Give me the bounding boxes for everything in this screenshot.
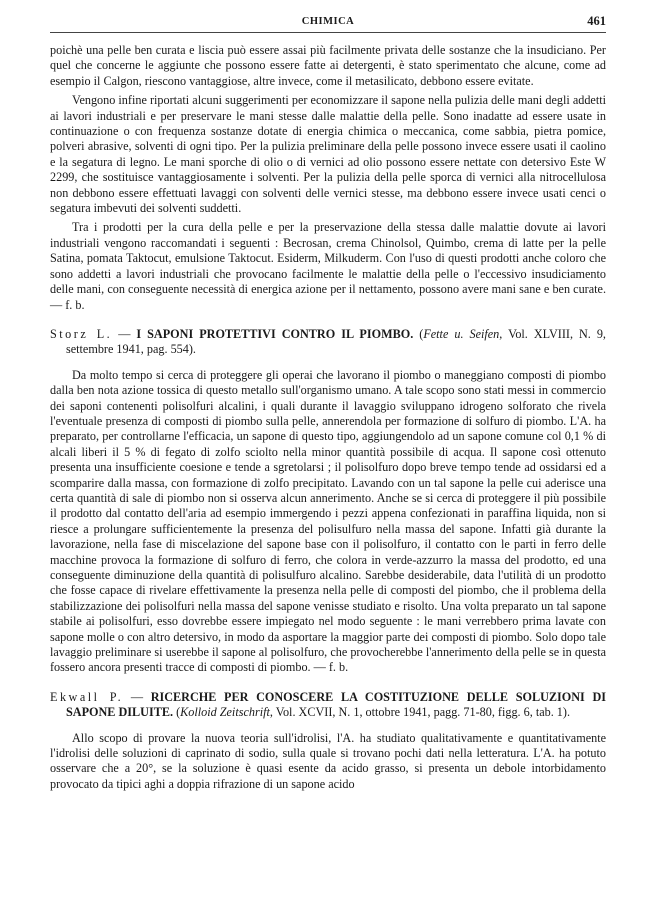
- intro-paragraph-1: poichè una pelle ben curata e liscia può essere assai più facilmente privata delle sostanze che la insudiciano. Per quel che concerne le aggiunte che possono essere fatte ai detergenti, è stato sperimentato che alcune, come ad esempio il Calgon, riescono vantaggiose, altre invece, come il metasilicato, debbono essere evitate.: [50, 43, 606, 88]
- entry-title: RICERCHE PER CONOSCERE LA COSTITUZIONE DELLE SOLUZIONI DI SAPONE DILUITE.: [66, 689, 606, 720]
- intro-paragraph-3: Tra i prodotti per la cura della pelle e per la preservazione della stessa dalle malattie dovute ai lavori industriali vengono raccomandati i seguenti : Becrosan, crema Chinolsol, Quimbo, crema di latte per la pelle Satina, pomata Taktocut, emulsione Taktocut. Esiderm, Milkuderm. Con l'uso di questi prodotti anche coloro che sono addetti a lavori industriali che provocano facilmente le malattie della pelle o l'eccessivo insudiciamento delle mani, con conseguente necessità di energica azione per il nettamento, possono avere mani sane e ben curate. — f. b.: [50, 220, 606, 312]
- page-number: 461: [587, 14, 606, 28]
- entry-dash: —: [112, 326, 137, 341]
- entry-title: I SAPONI PROTETTIVI CONTRO IL PIOMBO.: [136, 326, 414, 341]
- entry-citation: , Vol. XCVII, N. 1, ottobre 1941, pagg. 71-80, figg. 6, tab. 1).: [269, 705, 571, 720]
- entry-source: Kolloid Zeitschrift: [180, 705, 270, 720]
- entry-heading: Storz L. — I SAPONI PROTETTIVI CONTRO IL PIOMBO. (Fette u. Seifen, Vol. XLVIII, N. 9, settembre 1941, pag. 554).: [50, 326, 606, 357]
- entry-source: Fette u. Seifen: [423, 326, 500, 341]
- entry-citation: , Vol. XLVIII, N. 9, settembre 1941, pag. 554).: [66, 326, 606, 357]
- entry-heading: Ekwall P. — RICERCHE PER CONOSCERE LA COSTITUZIONE DELLE SOLUZIONI DI SAPONE DILUITE. (Kolloid Zeitschrift, Vol. XCVII, N. 1, ottobre 1941, pagg. 71-80, figg. 6, tab. 1).: [50, 689, 606, 720]
- running-title: CHIMICA: [301, 16, 355, 27]
- entry-body: Allo scopo di provare la nuova teoria sull'idrolisi, l'A. ha studiato qualitativamente e quantitativamente l'idrolisi delle soluzioni di caprinato di sodio, sulla quale si trovano pochi dati nella letteratura. L'A. ha potuto osservare che a 20°, se la soluzione è quasi esente da acido grasso, si presenta un debole intorbidamento provocato da tipici aghi a doppia rifrazione di un sapone acido: [50, 730, 606, 791]
- page: [50, 14, 606, 792]
- entry-author: Storz L.: [50, 326, 113, 341]
- intro-paragraph-2: Vengono infine riportati alcuni suggerimenti per economizzare il sapone nella pulizia delle mani degli addetti ai lavori industriali e per preservare le mani stesse dalle malattie della pelle. Sono inadatte ad essere usate in continuazione o con frequenza sostanze dotate di energia chimica o meccanica, come sabbia, pietra pomice, polveri abrasive, solventi di ogni tipo. Per la pulizia preliminare della pelle possono invece essere usati il caolino e la segatura di legno. Le mani sporche di olio o di vernici ad olio possono essere nettate con detersivo Este W 2299, che sostituisce vantaggiosamente i solventi. Per la pulizia della pelle sporca di vernici alla nitrocellulosa non debbono essere effettuati lavaggi con solventi delle vernici stesse, ma debbono essere invece usati cenci o segatura imbevuti dei solventi suddetti.: [50, 93, 606, 216]
- running-header: [50, 14, 606, 33]
- entry-dash: —: [123, 689, 151, 704]
- abstract-entry-ekwall: [50, 690, 606, 792]
- abstract-entry-storz: [50, 327, 606, 676]
- entry-author: Ekwall P.: [50, 689, 124, 704]
- entry-body: Da molto tempo si cerca di proteggere gli operai che lavorano il piombo o maneggiano composti di piombo dalla ben nota azione tossica di questo metallo sull'organismo umano. A tale scopo sono stati messi in commercio dei saponi contenenti polisolfuri alcalini, i quali durante il lavaggio sviluppano idrogeno solforato che rivela l'eventuale presenza di composti di piombo sulla pelle, annerendola per formazione di solfuro di piombo. L'A. ha preparato, per controllarne l'efficacia, un sapone di questo tipo, aggiungendolo ad un sapone comune col 0,1 % di alcali liberi il 5 % di fegato di zolfo sciolto nella minor quantità possibile di acqua. Il sapone così ottenuto presenta una insufficiente coesione e tende a sgretolarsi ; il polisolfuro dopo breve tempo tende ad ossidarsi ed a scomparire dalla massa, con formazione di zolfo precipitato. Lavando con un tal sapone la pelle cui aderisce una certa quantità di sale di piombo non si osserva alcun annerimento. Anche se si cerca di proteggere il più possibile il prodotto dal contatto dell'aria ad esempio immergendo i pezzi appena confezionati in paraffina liquida, non si riesce a prolungare sufficientemente la presenza del polisulfuro nella massa del sapone. Infatti già durante la lavorazione, nella fase di miscelazione del sapone base con il polisolfuro, il contatto con le parti in ferro delle macchine provoca la formazione di solfuro di ferro, che colora in verde-azzurro la massa del prodotto, ed una conseguente diminuzione della quantità di polisulfuro alcalino. Sarebbe desiderabile, data l'utilità di un prodotto che fosse capace di rivelare effettivamente la presenza nella pelle di composti del piombo, che il problema della stabilizzazione dei polisolfuri nella massa del sapone venisse studiato e risolto. Una volta preparato un tal sapone stabile ai polisolfuri, esso dovrebbe essere impiegato nel modo seguente : le mani verrebbero prima lavate con sapone molle o con altro detersivo, in modo da asportare la maggior parte dei composti di piombo. Solo dopo tale lavaggio preliminare si userebbe il sapone al polisolfuro, che provocherebbe l'annerimento della pelle se in questa fossero ancora presenti tracce di composti di piombo. — f. b.: [50, 367, 606, 675]
